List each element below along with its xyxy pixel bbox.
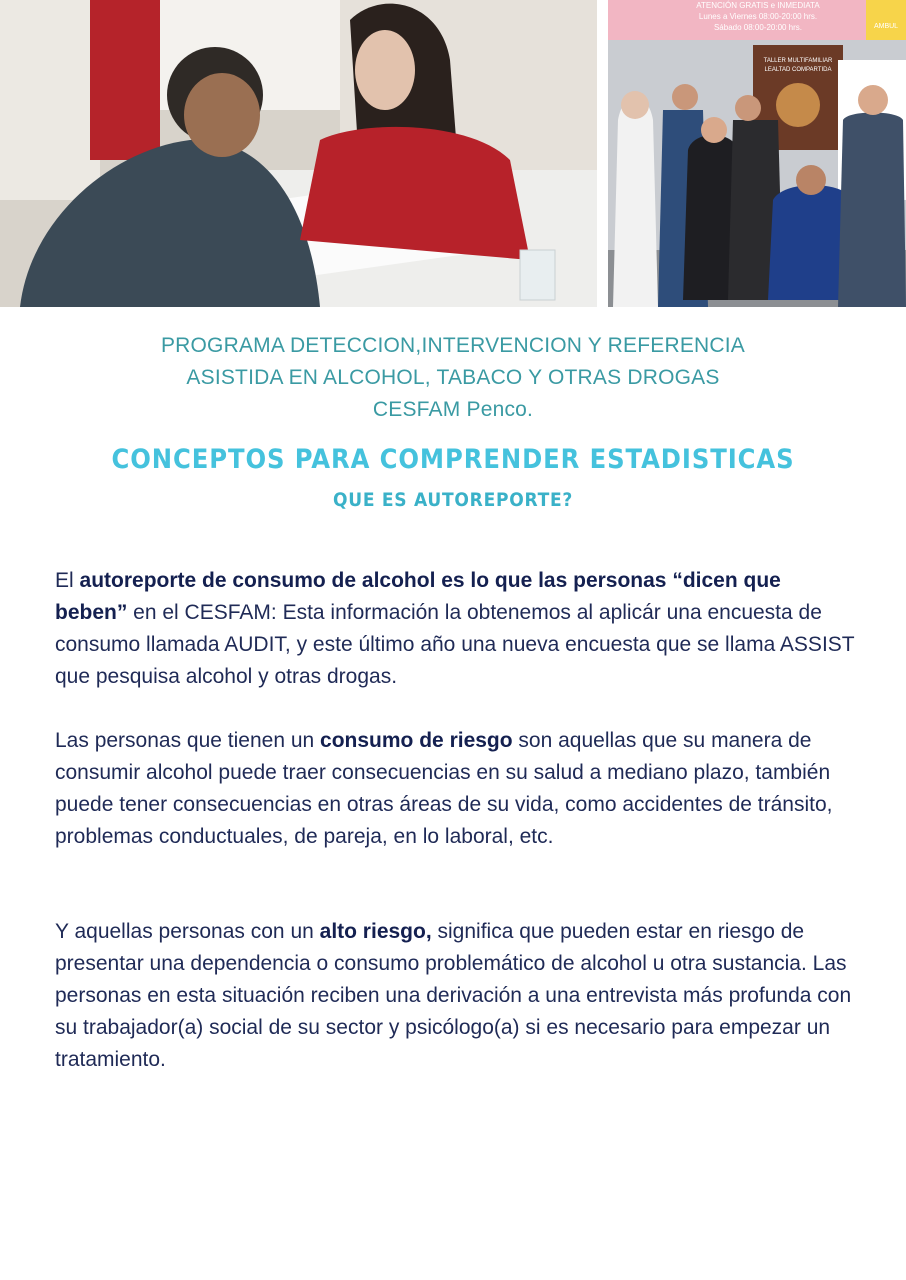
sign-hours-line2: Sábado 08:00-20:00 hrs. bbox=[713, 23, 803, 32]
p1-bold: autoreporte de consumo de alcohol es lo que las personas “dicen que beben” bbox=[55, 569, 781, 624]
poster-line2: LEALTAD COMPARTIDA bbox=[764, 67, 832, 73]
program-name bbox=[0, 330, 906, 426]
photo-row bbox=[0, 0, 906, 307]
p1-text-start: El bbox=[55, 569, 80, 592]
p2-text-end: son aquellas que su manera de consumir alcohol puede traer consecuencias en su salud a mediano plazo, también puede tener consecuencias en otras áreas de su vida, como accidentes de tránsito, problemas conductuales, de pareja, en lo laboral, etc. bbox=[55, 729, 833, 848]
sign-side-text: AMBUL bbox=[873, 23, 899, 30]
poster-line1: TALLER MULTIFAMILIAR bbox=[763, 58, 833, 64]
p3-bold: alto riesgo, bbox=[319, 920, 432, 943]
p1-text-end: en el CESFAM: Esta información la obtenemos al aplicár una encuesta de consumo llamada AUDIT, y este último año una nueva encuesta que se llama ASSIST que pesquisa alcohol y otras drogas. bbox=[55, 601, 855, 688]
sign-top-text: ATENCIÓN GRATIS e INMEDIATA bbox=[696, 1, 820, 10]
paragraph-alto-riesgo bbox=[55, 916, 855, 1076]
paragraph-autoreporte bbox=[55, 565, 855, 693]
p3-text-end: significa que pueden estar en riesgo de presentar una dependencia o consumo problemático de alcohol u otra sustancia. Las personas en esta situación reciben una derivación a una entrevista más profunda con su trabajador(a) social de su sector y psicólogo(a) si es necesario para empezar un tratamiento. bbox=[55, 920, 852, 1071]
paragraph-consumo-riesgo bbox=[55, 725, 855, 853]
page-title: CONCEPTOS PARA COMPRENDER ESTADISTICAS bbox=[111, 444, 795, 475]
sign-hours-line1: Lunes a Viernes 08:00-20:00 hrs. bbox=[698, 12, 818, 21]
photo-group bbox=[608, 0, 906, 307]
p3-text-start: Y aquellas personas con un bbox=[55, 920, 320, 943]
page-subtitle: QUE ES AUTOREPORTE? bbox=[332, 489, 574, 511]
program-line-3: CESFAM Penco. bbox=[372, 398, 534, 421]
p2-bold: consumo de riesgo bbox=[320, 729, 513, 752]
program-line-1: PROGRAMA DETECCION,INTERVENCION Y REFERENCIA bbox=[160, 334, 746, 357]
p2-text-start: Las personas que tienen un bbox=[55, 729, 321, 752]
program-line-2: ASISTIDA EN ALCOHOL, TABACO Y OTRAS DROGAS bbox=[186, 366, 720, 389]
photo-interview bbox=[0, 0, 597, 307]
